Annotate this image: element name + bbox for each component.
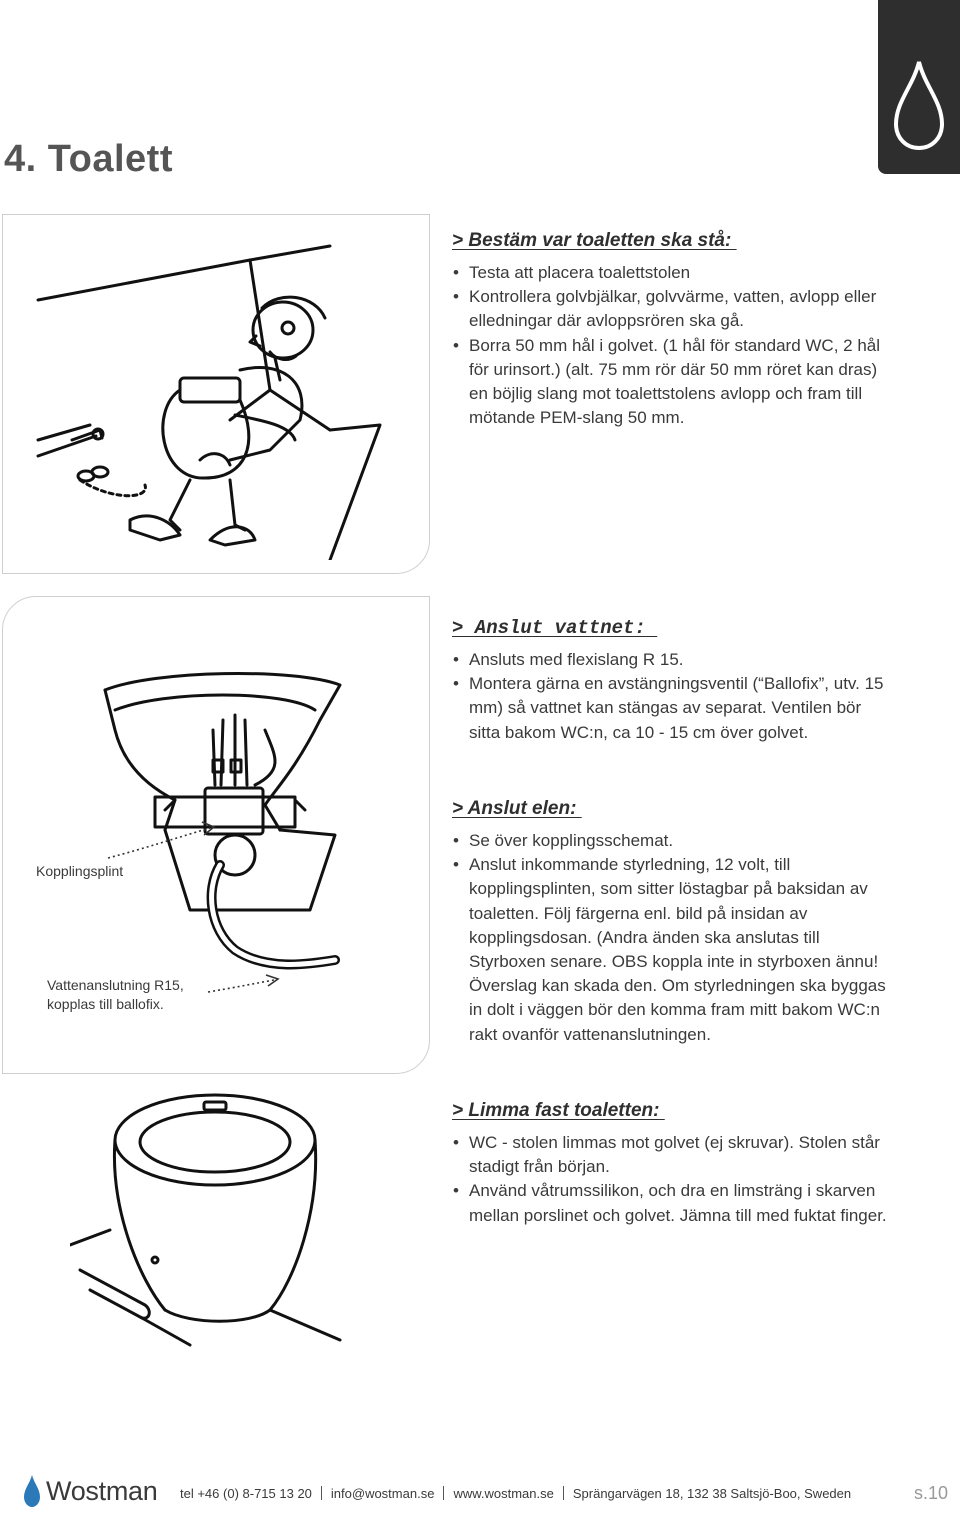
bullet-list <box>452 648 892 745</box>
list-item: • Testa att placera toalettstolen <box>453 263 691 282</box>
water-drop-icon <box>886 58 952 154</box>
terminal-block-label: Kopplingsplint <box>36 863 124 879</box>
page-number: s.10 <box>914 1483 949 1503</box>
bullet-list <box>452 1131 892 1228</box>
section-heading: > Limma fast toaletten: <box>452 1100 665 1121</box>
section-heading: > Bestäm var toaletten ska stå: <box>452 230 737 251</box>
section-placement <box>452 230 892 430</box>
man-carrying-toilet-illustration <box>30 240 390 560</box>
section-heading: > Anslut elen: <box>452 798 582 819</box>
water-connection-label-line1: Vattenanslutning R15, <box>47 977 184 993</box>
address: Sprängarvägen 18, 132 38 Saltsjö-Boo, Sweden <box>572 1486 852 1501</box>
section-glue <box>452 1100 892 1228</box>
separator <box>321 1486 322 1500</box>
phone-number: tel +46 (0) 8-715 13 20 <box>180 1486 312 1501</box>
list-item: • WC - stolen limmas mot golvet (ej skruvar). Stolen står stadigt från början. <box>453 1133 880 1177</box>
footer <box>0 1470 960 1515</box>
contact-info <box>180 1486 851 1501</box>
list-item: • Kontrollera golvbjälkar, golvvärme, vatten, avlopp eller elledningar där avloppsrören ska gå. <box>453 287 877 331</box>
chapter-tab <box>878 0 960 174</box>
water-connection-label-line2: kopplas till ballofix. <box>47 996 164 1012</box>
toilet-on-floor-illustration <box>70 1080 350 1370</box>
section-water <box>452 617 892 745</box>
water-connection-leader-arrow <box>206 974 282 996</box>
bullet-list <box>452 829 892 1047</box>
section-electric <box>452 798 892 1047</box>
brand-name: Wostman <box>46 1475 158 1506</box>
list-item: • Ansluts med flexislang R 15. <box>453 650 684 669</box>
bullet-list <box>452 261 892 430</box>
website-link[interactable]: www.wostman.se <box>453 1486 554 1501</box>
terminal-block-leader-arrow <box>106 818 218 864</box>
brand-logo <box>22 1474 157 1508</box>
water-drop-icon <box>22 1474 42 1508</box>
list-item: • Montera gärna en avstängningsventil (“Ballofix”, utv. 15 mm) så vattnet kan stängas av separat. Ventilen bör sitta bakom WC:n, ca 10 - 15 cm över golvet. <box>453 674 884 742</box>
list-item: • Anslut inkommande styrledning, 12 volt, till kopplingsplinten, som sitter löstagbar på baksidan av toaletten. Följ färgerna enl. bild på insidan av kopplingsdosan. (Andra änden ska anslutas till Styrboxen senare. OBS koppla inte in styrboxen ännu! Överslag kan skada den. Om styrledningen ska byggas in dolt i väggen bör den komma fram mitt bakom WC:n rakt ovanför vattenanslutningen. <box>453 855 886 1044</box>
list-item: • Borra 50 mm hål i golvet. (1 hål för standard WC, 2 hål för urinsort.) (alt. 75 mm rör där 50 mm röret kan dras) en böjlig slang mot toalettstolens avlopp och fram till mötande PEM-slang 50 mm. <box>453 335 881 428</box>
email-link[interactable]: info@wostman.se <box>330 1486 435 1501</box>
separator <box>443 1486 444 1500</box>
list-item: • Se över kopplingsschemat. <box>453 831 674 850</box>
page-title: 4. Toalett <box>4 138 173 180</box>
list-item: • Använd våtrumssilikon, och dra en limsträng i skarven mellan porslinet och golvet. Jämna till med fuktat finger. <box>453 1181 887 1225</box>
separator <box>563 1486 564 1500</box>
section-heading: > Anslut vattnet: <box>452 617 658 639</box>
